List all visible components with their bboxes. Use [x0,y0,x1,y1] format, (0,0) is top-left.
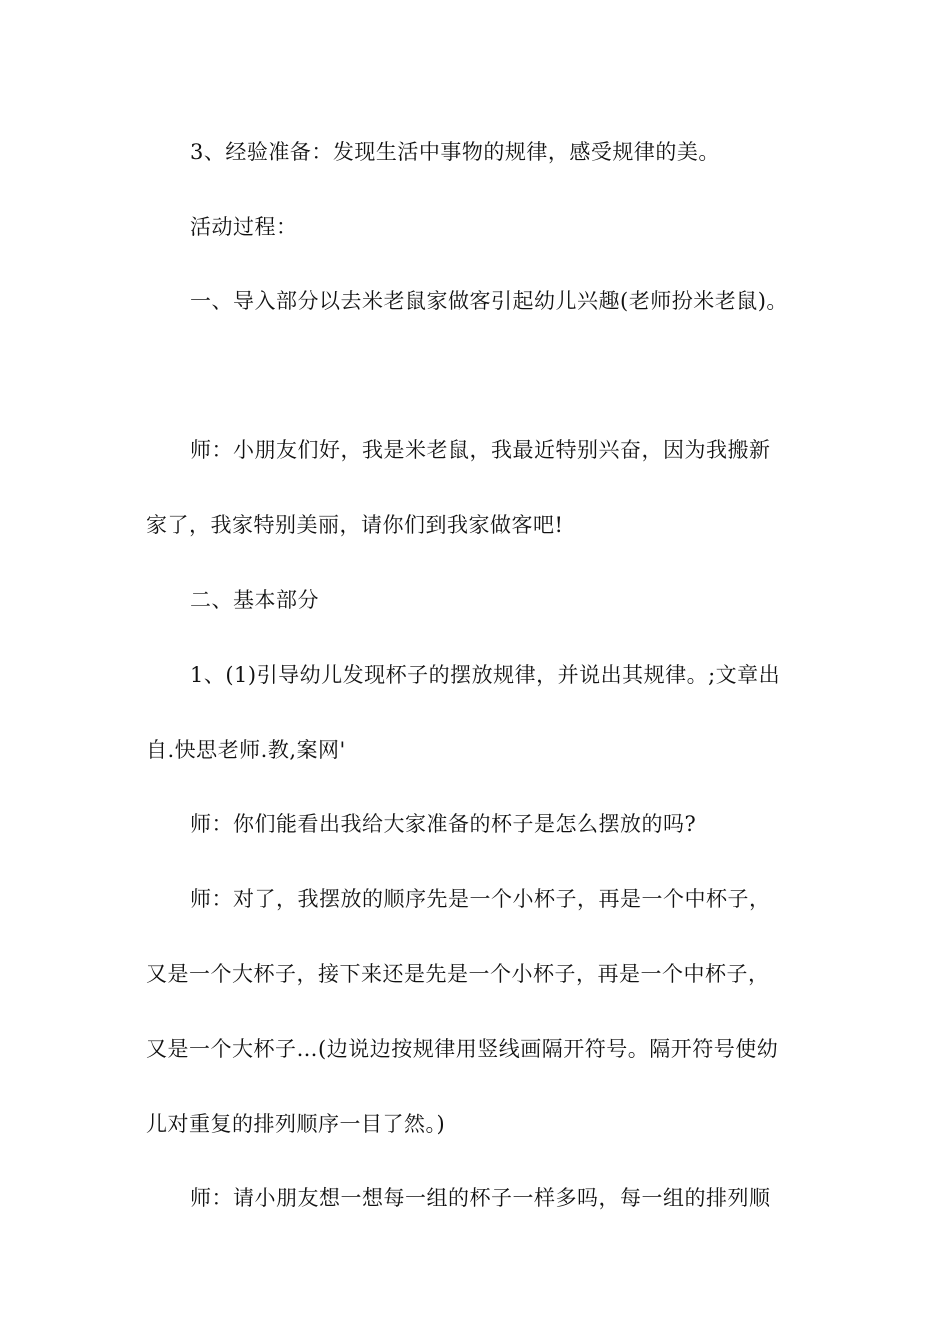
paragraph-teacher-greeting-line2: 家了，我家特别美丽，请你们到我家做客吧! [146,513,564,537]
paragraph-teacher-think: 师：请小朋友想一想每一组的杯子一样多吗，每一组的排列顺 [190,1186,771,1210]
paragraph-teacher-explain-line1: 师：对了，我摆放的顺序先是一个小杯子，再是一个中杯子， [190,887,771,911]
paragraph-basic-section-heading: 二、基本部分 [190,588,319,612]
paragraph-teacher-explain-line4: 儿对重复的排列顺序一目了然。) [146,1112,446,1136]
paragraph-activity-process-heading: 活动过程： [190,215,298,239]
paragraph-teacher-question: 师：你们能看出我给大家准备的杯子是怎么摆放的吗? [190,812,697,836]
paragraph-intro-section: 一、导入部分以去米老鼠家做客引起幼儿兴趣(老师扮米老鼠)。 [190,289,788,313]
paragraph-teacher-explain-line3: 又是一个大杯子…(边说边按规律用竖线画隔开符号。隔开符号使幼 [146,1037,779,1061]
paragraph-step1-line2: 自.快思老师.教,案网' [146,738,346,762]
paragraph-teacher-explain-line2: 又是一个大杯子，接下来还是先是一个小杯子，再是一个中杯子， [146,962,770,986]
paragraph-teacher-greeting-line1: 师：小朋友们好，我是米老鼠，我最近特别兴奋，因为我搬新 [190,438,771,462]
paragraph-experience-prep: 3、经验准备：发现生活中事物的规律，感受规律的美。 [190,140,720,164]
paragraph-step1-line1: 1、(1)引导幼儿发现杯子的摆放规律，并说出其规律。;文章出 [190,663,781,687]
